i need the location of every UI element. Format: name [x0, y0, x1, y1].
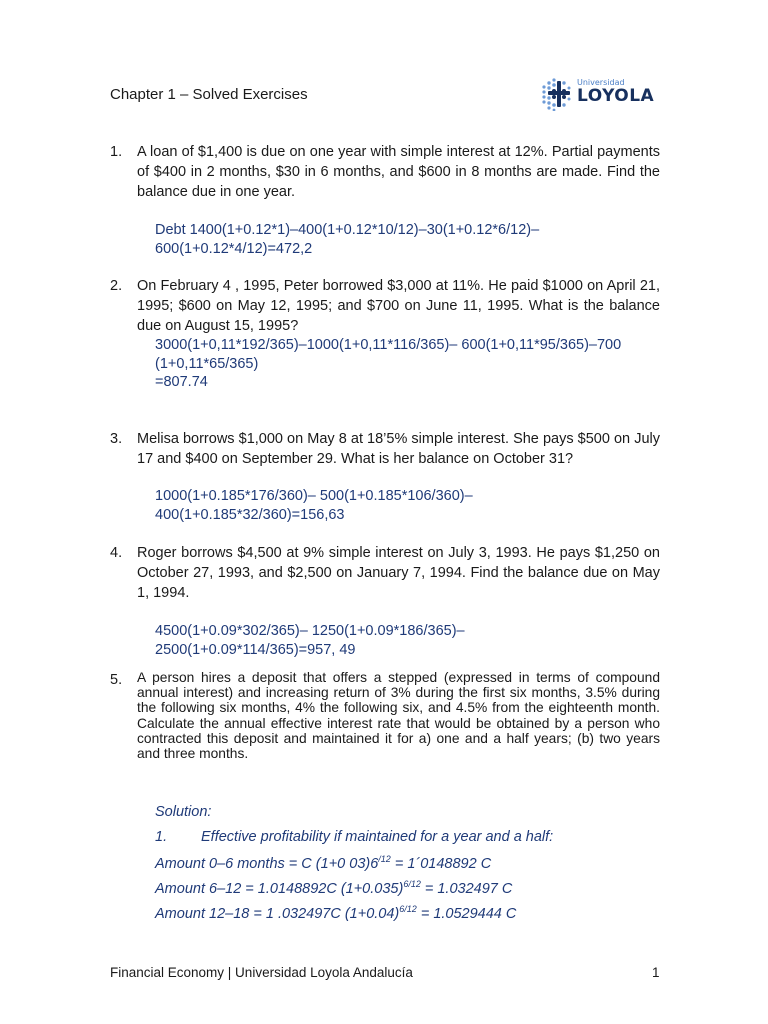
formula-text: Amount 0–6 months = C (1+0 03)6 — [155, 855, 379, 872]
exercise-1 — [110, 142, 660, 202]
exercise-question: A person hires a deposit that offers a stepped (expressed in terms of compound annual interest) and increasing return of 3% during the first six months, 3.5% during the following six months, 4% the following six, and 4.5% from the eighteenth month. Calculate the annual effective interest rate that would be obtained by a person who contracted this deposit and maintained it for a) one and a half years; (b) two years and three months. — [137, 670, 660, 762]
formula-exponent: 6/12 — [399, 904, 417, 914]
university-logo — [540, 76, 660, 112]
solution-item-text: Effective profitability if maintained for a year and a half: — [201, 829, 554, 845]
exercise-question: A loan of $1,400 is due on one year with simple interest at 12%. Partial payments of $400 in 2 months, $30 in 6 months, and $600 in 8 months are made. Find the balance due in one year. — [137, 144, 660, 200]
exercise-question: On February 4 , 1995, Peter borrowed $3,000 at 11%. He paid $1000 on April 21, 1995; $600 on May 12, 1995; and $700 on June 11, 1995. What is the balance due on August 15, 1995? — [137, 278, 660, 334]
solution-label: Solution: — [155, 804, 212, 820]
exercise-number: 3. — [110, 431, 123, 447]
logo-mark-icon — [540, 77, 574, 111]
solution-line-2 — [155, 879, 512, 897]
exercise-number: 4. — [110, 545, 123, 561]
solution-item-1 — [155, 829, 553, 845]
solution-line-1 — [155, 854, 491, 872]
formula-result: = 1.032497 C — [420, 880, 513, 897]
exercise-5 — [110, 670, 660, 761]
footer-text: Financial Economy | Universidad Loyola Andalucía — [110, 965, 413, 980]
solution-item-number: 1. — [155, 829, 168, 845]
exercise-number: 2. — [110, 278, 123, 294]
logo-text-big: LOYOLA — [577, 86, 655, 106]
exercise-4-answer: 4500(1+0.09*302/365)– 1250(1+0.09*186/365)– 2500(1+0.09*114/365)=957, 49 — [155, 623, 465, 658]
exercise-4 — [110, 543, 660, 603]
logo-text-small: Universidad — [577, 78, 625, 87]
exercise-number: 1. — [110, 144, 123, 160]
exercise-2 — [110, 276, 660, 336]
exercise-question: Roger borrows $4,500 at 9% simple interest on July 3, 1993. He pays $1,250 on October 27, 1993, and $2,500 on January 7, 1994. Find the balance due on May 1, 1994. — [137, 545, 660, 601]
page-number: 1 — [652, 965, 660, 980]
formula-exponent: /12 — [378, 854, 391, 864]
solution-line-3 — [155, 904, 516, 922]
exercise-2-answer: 3000(1+0,11*192/365)–1000(1+0,11*116/365)– 600(1+0,11*95/365)–700 (1+0,11*65/365) =807.74 — [155, 337, 622, 390]
formula-result: = 1´0148892 C — [390, 855, 492, 872]
formula-text: Amount 12–18 = 1 .032497C (1+0.04) — [155, 905, 400, 922]
exercise-question: Melisa borrows $1,000 on May 8 at 18’5% simple interest. She pays $500 on July 17 and $400 on September 29. What is her balance on October 31? — [137, 431, 660, 467]
formula-exponent: 6/12 — [403, 879, 421, 889]
exercise-3 — [110, 429, 660, 469]
formula-result: = 1.0529444 C — [416, 905, 517, 922]
exercise-3-answer: 1000(1+0.185*176/360)– 500(1+0.185*106/360)– 400(1+0.185*32/360)=156,63 — [155, 488, 473, 523]
exercise-1-answer: Debt 1400(1+0.12*1)–400(1+0.12*10/12)–30(1+0.12*6/12)– 600(1+0.12*4/12)=472,2 — [155, 222, 540, 257]
exercise-number: 5. — [110, 672, 123, 688]
formula-text: Amount 6–12 = 1.0148892C (1+0.035) — [155, 880, 404, 897]
page-header-title: Chapter 1 – Solved Exercises — [110, 86, 308, 103]
